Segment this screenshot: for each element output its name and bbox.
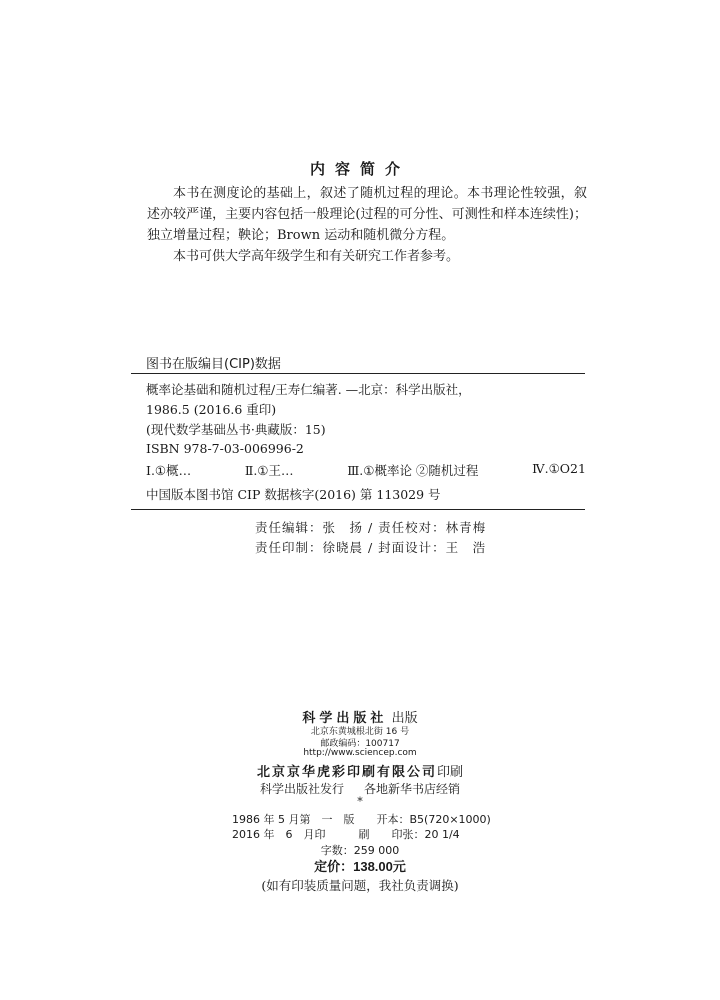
cip-class-item: Ⅳ.①O21 [532, 461, 586, 476]
summary-body [147, 183, 587, 267]
edition-line: 1986 年 5 月第 一 版 开本：B5(720×1000) [232, 813, 491, 826]
summary-title: 内容简介 [309, 160, 410, 178]
publisher-url: http://www.sciencep.com [303, 748, 417, 758]
credits-editor-line: 责任编辑：张 扬 / 责任校对：林青梅 [255, 520, 487, 535]
publisher-suffix: 出版 [391, 711, 418, 726]
price-label: 定价： [314, 860, 354, 875]
cip-class-item: Ⅱ.①王… [244, 463, 294, 478]
cip-isbn-line: ISBN 978-7-03-006996-2 [146, 441, 304, 456]
printing-line: 2016 年 6 月印 刷 印张：20 1/4 [232, 828, 460, 841]
summary-paragraph: 本书可供大学高年级学生和有关研究工作者参考。 [173, 249, 460, 264]
printer-line [0, 761, 720, 780]
cip-title-line: 概率论基础和随机过程/王寿仁编著. —北京：科学出版社， [146, 382, 471, 397]
distributor: 科学出版社发行 [259, 782, 344, 796]
printer-name: 北京京华虎彩印刷有限公司 [256, 765, 437, 780]
credits-production-line: 责任印制：徐晓晨 / 封面设计：王 浩 [255, 540, 487, 555]
cip-series-line: (现代数学基础丛书·典藏版：15) [146, 422, 326, 437]
publisher-address: 北京东黄城根北街 16 号 [310, 727, 410, 737]
publisher-name: 科学出版社 [302, 711, 388, 726]
price-value: 138.00 [353, 859, 393, 874]
retailer: 各地新华书店经销 [364, 782, 461, 796]
cip-top-rule [131, 373, 585, 374]
quality-note: (如有印装质量问题，我社负责调换) [261, 878, 459, 893]
printer-suffix: 印刷 [437, 765, 464, 780]
cip-class-item: Ⅰ.①概… [146, 463, 192, 478]
word-count: 字数：259 000 [320, 844, 400, 857]
cip-classification [146, 461, 586, 479]
cip-class-item: Ⅲ.①概率论 ②随机过程 [347, 463, 479, 478]
cip-heading: 图书在版编目(CIP)数据 [146, 357, 281, 372]
price-line [0, 856, 720, 875]
separator-star: * [357, 795, 363, 808]
cip-bottom-rule [131, 509, 585, 510]
cip-date-line: 1986.5 (2016.6 重印) [146, 402, 277, 417]
price-unit: 元 [392, 860, 406, 875]
cip-verification: 中国版本图书馆 CIP 数据核字(2016) 第 113029 号 [146, 487, 441, 502]
summary-paragraph: 本书在测度论的基础上，叙述了随机过程的理论。本书理论性较强，叙述亦较严谨，主要内容包括一般理论(过程的可分性、可测性和样本连续性)；独立增量过程；鞅论；Brown 运动和随机微分方程。 [147, 186, 587, 243]
publisher-postcode: 邮政编码：100717 [320, 739, 400, 749]
